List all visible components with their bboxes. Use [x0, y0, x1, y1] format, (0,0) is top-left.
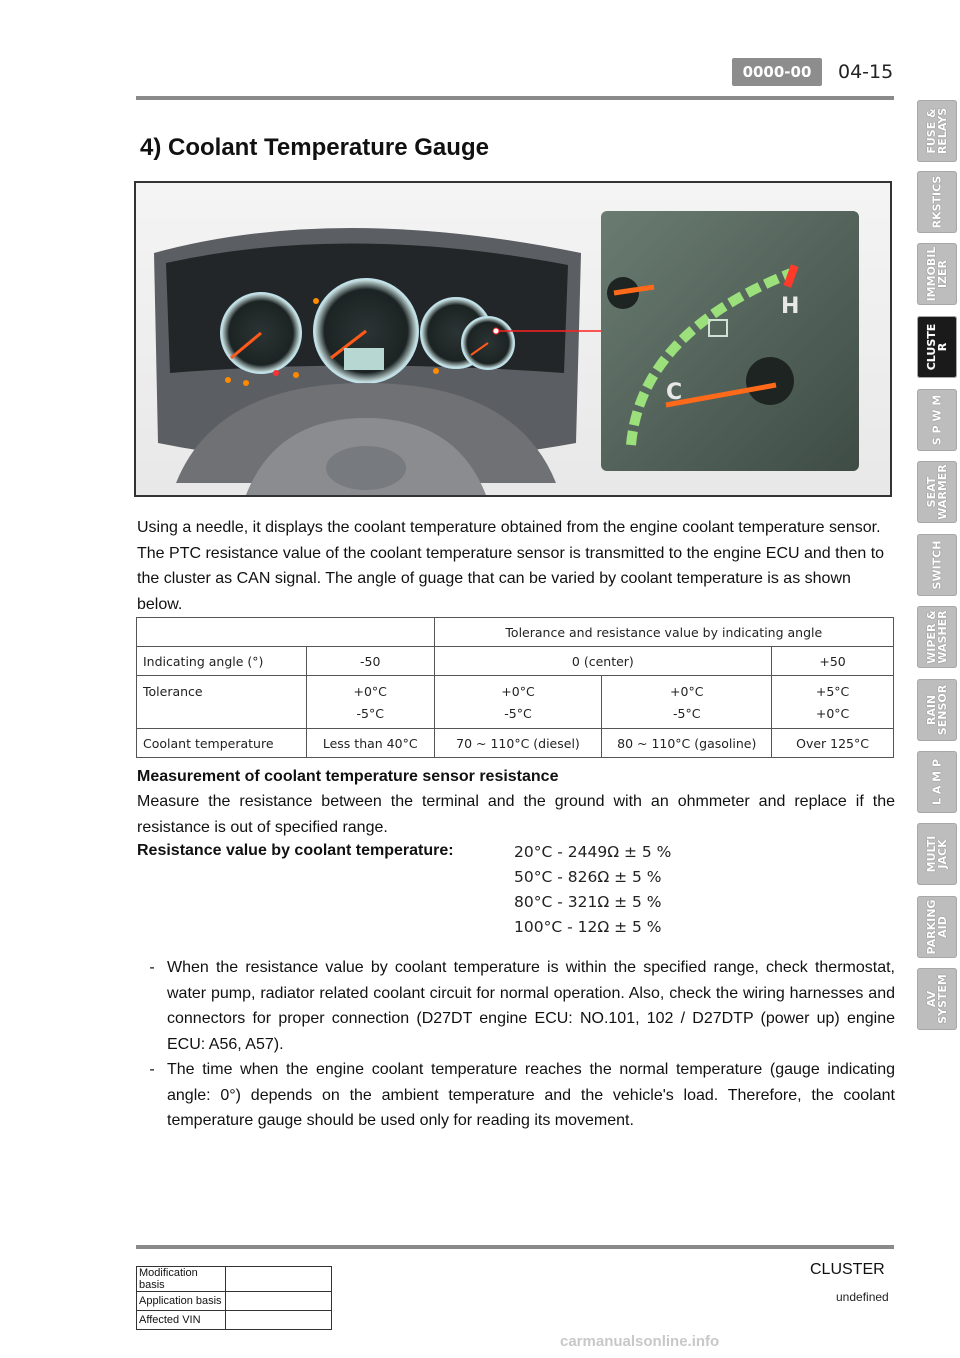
table-cell: Application basis: [137, 1292, 226, 1311]
table-cell: Affected VIN: [137, 1311, 226, 1330]
table-cell: 80 ~ 110°C (gasoline): [602, 729, 772, 758]
table-cell-empty: [226, 1292, 332, 1311]
measurement-text: Measure the resistance between the terminal and the ground with an ohmmeter and replace if the resistance is out of specified range.: [137, 793, 895, 836]
table-cell-empty: [226, 1267, 332, 1292]
tab-immobilizer[interactable]: [917, 243, 957, 305]
table-row: [137, 1292, 332, 1311]
table-cell: -5°C: [434, 702, 602, 729]
footer-divider: [136, 1245, 894, 1249]
modification-table: [136, 1266, 332, 1330]
tab-label: RKSTICS: [930, 175, 944, 229]
watermark: carmanualsonline.info: [560, 1333, 720, 1350]
table-cell: Less than 40°C: [306, 729, 434, 758]
tab-label: SEAT WARMER: [925, 464, 949, 520]
cluster-illustration: [136, 183, 890, 495]
table-cell: +0°C: [772, 702, 894, 729]
table-row: [137, 1311, 332, 1330]
intro-paragraph: Using a needle, it displays the coolant temperature obtained from the engine coolant temperature sensor. The PTC resistance value of the coolant temperature sensor is transmitted to the engine ECU and then to the cluster as CAN signal. The angle of guage that can be varied by coolant temperature is as shown below.: [137, 519, 885, 613]
tab-label: RAIN SENSOR: [925, 684, 949, 736]
resistance-values: [514, 840, 671, 940]
table-cell: -5°C: [306, 702, 434, 729]
notes-list: [137, 955, 895, 1134]
cluster-photo: [134, 181, 892, 497]
table-cell: -50: [306, 647, 434, 676]
tab-label: PARKING AID: [925, 899, 949, 955]
resistance-value: 100°C - 12Ω ± 5 %: [514, 918, 662, 936]
table-corner-cell: [137, 618, 435, 647]
footer-section-name: CLUSTER: [810, 1261, 885, 1278]
row-label-tolerance: Tolerance: [137, 676, 307, 703]
tab-label: L A M P: [930, 758, 944, 806]
table-cell: +0°C: [434, 676, 602, 703]
tab-label: AV SYSTEM: [925, 974, 949, 1024]
tab-label: FUSE & RELAYS: [925, 107, 949, 155]
tab-label: MULTI JACK: [925, 835, 949, 873]
table-cell-empty: [226, 1311, 332, 1330]
list-item: [137, 955, 895, 1057]
tab-spwm[interactable]: [917, 389, 957, 451]
tab-rain-sensor[interactable]: [917, 679, 957, 741]
tab-parking-aid[interactable]: [917, 896, 957, 958]
table-cell: 0 (center): [434, 647, 772, 676]
tab-label: IMMOBIL IZER: [925, 246, 949, 302]
section-code-badge: 0000-00: [732, 58, 822, 86]
table-cell: -5°C: [602, 702, 772, 729]
row-label-angle: Indicating angle (°): [137, 647, 307, 676]
table-cell: +50: [772, 647, 894, 676]
tab-label: CLUSTE R: [925, 323, 949, 371]
tab-cluster[interactable]: [917, 316, 957, 378]
tab-switch[interactable]: [917, 534, 957, 596]
measurement-heading: Measurement of coolant temperature sensor resistance: [137, 768, 559, 785]
table-cell: +5°C: [772, 676, 894, 703]
tab-label: S P W M: [930, 394, 944, 446]
list-item-text: The time when the engine coolant temperature reaches the normal temperature (gauge indicating angle: 0°) depends on the ambient temperature and the vehicle's load. Therefore, the coolant temperature gauge should be used only for reading its movement.: [167, 1061, 895, 1129]
table-cell-empty: [137, 702, 307, 729]
tolerance-table: [136, 617, 894, 758]
table-row: [137, 702, 894, 729]
table-row: [137, 729, 894, 758]
tab-label: SWITCH: [930, 540, 944, 590]
tab-fuse-relays[interactable]: [917, 100, 957, 162]
tab-characteristics[interactable]: [917, 171, 957, 233]
page-title: 4) Coolant Temperature Gauge: [140, 134, 489, 161]
resistance-value: 20°C - 2449Ω ± 5 %: [514, 843, 672, 861]
table-cell: Modification basis: [137, 1267, 226, 1292]
tab-multi-jack[interactable]: [917, 823, 957, 885]
table-cell: +0°C: [602, 676, 772, 703]
tab-label: WIPER & WASHER: [925, 610, 949, 664]
row-label-coolant: Coolant temperature: [137, 729, 307, 758]
table-cell: +0°C: [306, 676, 434, 703]
tab-lamp[interactable]: [917, 751, 957, 813]
resistance-value: 80°C - 321Ω ± 5 %: [514, 893, 662, 911]
tab-av-system[interactable]: [917, 968, 957, 1030]
footer-subtitle: undefined: [836, 1290, 889, 1304]
resistance-value: 50°C - 826Ω ± 5 %: [514, 868, 662, 886]
table-row: [137, 647, 894, 676]
bullet-dash: -: [149, 959, 155, 976]
tab-seat-warmer[interactable]: [917, 461, 957, 523]
list-item: [137, 1057, 895, 1134]
table-cell: 70 ~ 110°C (diesel): [434, 729, 602, 758]
header-divider: [136, 96, 894, 100]
table-header: Tolerance and resistance value by indicating angle: [434, 618, 893, 647]
table-cell: Over 125°C: [772, 729, 894, 758]
table-row: [137, 1267, 332, 1292]
gauge-c-label: C: [666, 380, 683, 405]
gauge-h-label: H: [781, 294, 800, 319]
page-number: 04-15: [838, 61, 894, 83]
bullet-dash: -: [149, 1061, 155, 1078]
list-item-text: When the resistance value by coolant temperature is within the specified range, check thermostat, water pump, radiator related coolant circuit for normal operation. Also, check the wiring harnesses and connectors for proper connection (D27DT engine ECU: NO.101, 102 / D27DTP (power up) engine ECU: A56, A57).: [167, 959, 895, 1053]
tab-wiper-washer[interactable]: [917, 606, 957, 668]
table-row: [137, 676, 894, 703]
resistance-label: Resistance value by coolant temperature:: [137, 842, 454, 859]
